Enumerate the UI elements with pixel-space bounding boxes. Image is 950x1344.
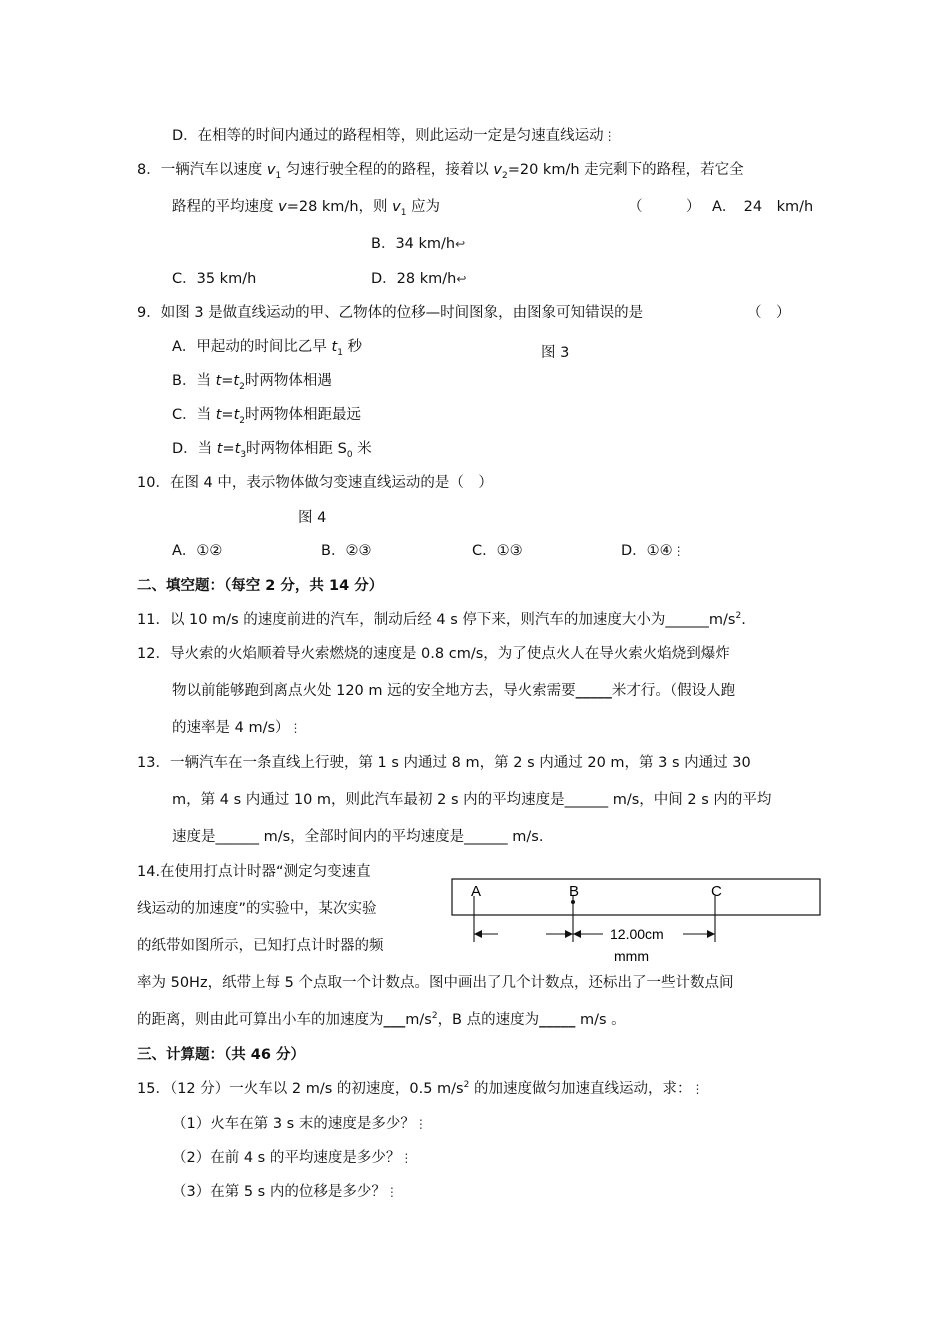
return-mark-icon: ↩	[455, 237, 466, 251]
q9-option-c: C．当 $t=t_2$时两物体相距最远	[172, 407, 361, 426]
q12-line1: 12．导火索的火焰顺着导火索燃烧的速度是 0.8 cm/s，为了使点火人在导火索火焰烧到爆炸	[137, 646, 730, 662]
section-2-heading: 二、填空题：（每空 2 分，共 14 分）	[137, 578, 384, 594]
q13-line2: m，第 4 s 内通过 10 m，则此汽车最初 2 s 内的平均速度是______ m/s，中间 2 s 内的平均	[172, 792, 772, 808]
bc-distance-unit-label: mmm	[614, 948, 649, 964]
q10-option-c: C．①③	[472, 543, 523, 559]
arrow-head-icon	[573, 930, 581, 938]
paragraph-mark-icon: ⋮	[672, 544, 685, 558]
q9-option-a: A．甲起动的时间比乙早 $t_1$ 秒	[172, 339, 363, 358]
q14-line2: 线运动的加速度”的实验中，某次实验	[137, 901, 377, 917]
q15-part-1: （1）火车在第 3 s 末的速度是多少？⋮	[172, 1116, 427, 1132]
q14-line1: 14.在使用打点计时器“测定匀变速直	[137, 864, 371, 880]
q9-stem: 9．如图 3 是做直线运动的甲、乙物体的位移—时间图象，由图象可知错误的是	[137, 305, 644, 321]
q8-answer-paren: （ ）	[628, 199, 701, 215]
paper-tape-diagram	[448, 870, 828, 970]
point-c-label: C	[711, 883, 722, 900]
q10-option-a: A．①②	[172, 543, 223, 559]
q12-line2: 物以前能够跑到离点火处 120 m 远的安全地方去，导火索需要_____米才行。（假设人跑	[172, 683, 736, 699]
point-b-label: B	[569, 883, 580, 900]
q9-option-b: B．当 $t=t_2$时两物体相遇	[172, 373, 332, 392]
q8-option-c: C．35 km/h	[172, 271, 257, 287]
q10-option-b: B．②③	[321, 543, 372, 559]
q14-line5: 的距离，则由此可算出小车的加速度为$\_\_\_m/s^2$，B 点的速度为_____ m/s 。	[137, 1011, 626, 1028]
q13-line3: 速度是______ m/s，全部时间内的平均速度是______ m/s.	[172, 829, 544, 845]
figure-3-caption: 图 3	[541, 345, 570, 361]
point-b-dot	[571, 900, 575, 904]
q8-option-d: D．28 km/h↩	[371, 271, 467, 287]
q15-part-3: （3）在第 5 s 内的位移是多少？⋮	[172, 1184, 398, 1200]
q14-line3: 的纸带如图所示，已知打点计时器的频	[137, 938, 384, 954]
q15-stem: 15．（12 分）一火车以 2 m/s 的初速度，0.5 $m/s^2$ 的加速度做匀加速直线运动，求：⋮	[137, 1080, 704, 1097]
paragraph-mark-icon: ⋮	[400, 1151, 413, 1165]
q10-stem: 10．在图 4 中，表示物体做匀变速直线运动的是（ ）	[137, 475, 493, 491]
q12-line3: 的速率是 4 m/s）⋮	[172, 720, 302, 736]
arrow-head-icon	[707, 930, 715, 938]
paragraph-mark-icon: ⋮	[603, 129, 616, 143]
paragraph-mark-icon: ⋮	[289, 721, 302, 735]
q11: 11．以 10 m/s 的速度前进的汽车，制动后经 4 s 停下来，则汽车的加速度大小为$\_\_\_\_\_\_m/s^2$.	[137, 611, 746, 628]
q7-option-d: D．在相等的时间内通过的路程相等，则此运动一定是匀速直线运动⋮	[172, 128, 616, 144]
section-3-heading: 三、计算题：（共 46 分）	[137, 1047, 306, 1063]
paragraph-mark-icon: ⋮	[414, 1117, 427, 1131]
q13-line1: 13．一辆汽车在一条直线上行驶，第 1 s 内通过 8 m，第 2 s 内通过 20 m，第 3 s 内通过 30	[137, 755, 751, 771]
q9-answer-paren: （ ）	[747, 305, 791, 321]
q10-option-d: D．①④⋮	[621, 543, 685, 559]
q8-option-b: B．34 km/h↩	[371, 236, 466, 252]
point-a-label: A	[471, 883, 482, 900]
return-mark-icon: ↩	[456, 272, 467, 286]
bc-distance-label: 12.00cm	[610, 926, 664, 942]
paragraph-mark-icon: ⋮	[691, 1082, 704, 1096]
q15-part-2: （2）在前 4 s 的平均速度是多少？⋮	[172, 1150, 413, 1166]
q8-line1: 8．一辆汽车以速度 $v_1$ 匀速行驶全程的的路程，接着以 $v_2=20$ km/h 走完剩下的路程，若它全	[137, 162, 744, 181]
q14-line4: 率为 50Hz，纸带上每 5 个点取一个计数点。图中画出了几个计数点，还标出了一些计数点间	[137, 975, 734, 991]
figure-4-caption: 图 4	[298, 510, 327, 526]
q8-option-a: A． 24 km/h	[712, 199, 814, 215]
arrow-head-icon	[565, 930, 573, 938]
q8-line2: 路程的平均速度 v=28 km/h，则 $v_1$ 应为	[172, 199, 441, 218]
q9-option-d: D．当 $t=t_3$时两物体相距 $S_0$ 米	[172, 441, 372, 460]
paragraph-mark-icon: ⋮	[385, 1185, 398, 1199]
arrow-head-icon	[474, 930, 482, 938]
paper-tape	[452, 879, 820, 915]
